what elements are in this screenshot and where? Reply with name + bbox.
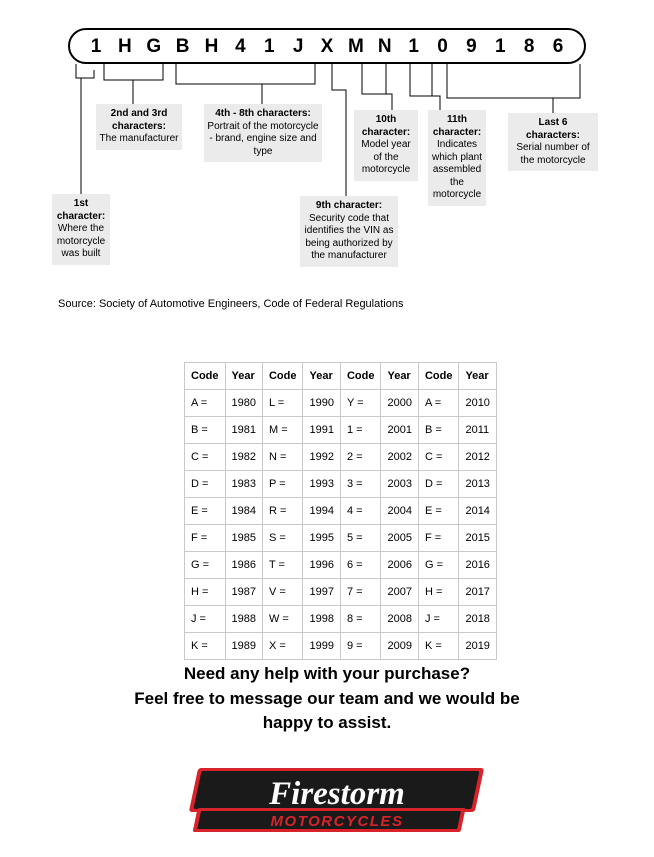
table-row — [185, 552, 497, 579]
logo-brand-text: Firestorm — [269, 776, 405, 812]
table-cell: B = — [185, 417, 226, 444]
table-cell: 1994 — [303, 498, 340, 525]
table-cell: 2007 — [381, 579, 418, 606]
callout-body: The manufacturer — [99, 133, 179, 144]
callout-4th-8th-characters — [204, 104, 322, 162]
table-cell: 2011 — [459, 417, 496, 444]
column-header: Year — [303, 363, 340, 390]
table-cell: 2005 — [381, 525, 418, 552]
firestorm-logo — [177, 764, 497, 842]
table-cell: 2016 — [459, 552, 496, 579]
table-row — [185, 606, 497, 633]
table-cell: 1987 — [225, 579, 262, 606]
column-header: Code — [418, 363, 459, 390]
vin-character: 1 — [90, 35, 102, 57]
table-cell: 2008 — [381, 606, 418, 633]
table-cell: G = — [418, 552, 459, 579]
help-line-2: Feel free to message our team and we would be — [134, 688, 520, 708]
vin-character: 1 — [263, 35, 275, 57]
year-code-table-container — [184, 362, 497, 660]
table-cell: V = — [262, 579, 303, 606]
table-cell: S = — [262, 525, 303, 552]
table-cell: K = — [418, 633, 459, 660]
table-cell: 1 = — [340, 417, 381, 444]
table-cell: C = — [418, 444, 459, 471]
table-cell: 1980 — [225, 390, 262, 417]
vin-character: 8 — [523, 35, 535, 57]
table-row — [185, 471, 497, 498]
table-cell: K = — [185, 633, 226, 660]
table-cell: 2002 — [381, 444, 418, 471]
callout-11th-character — [428, 110, 486, 206]
column-header: Code — [262, 363, 303, 390]
vin-character: 4 — [235, 35, 246, 57]
firestorm-logo-graphic — [177, 764, 497, 842]
vin-character: X — [320, 35, 334, 57]
table-cell: Y = — [340, 390, 381, 417]
table-cell: 2018 — [459, 606, 496, 633]
table-header-row — [185, 363, 497, 390]
table-cell: 2006 — [381, 552, 418, 579]
table-cell: 2 = — [340, 444, 381, 471]
table-cell: 1981 — [225, 417, 262, 444]
table-cell: 2001 — [381, 417, 418, 444]
vin-character: 6 — [552, 35, 564, 57]
callout-heading: Last 6 characters: — [526, 117, 580, 141]
table-cell: 5 = — [340, 525, 381, 552]
table-row — [185, 498, 497, 525]
table-cell: 2019 — [459, 633, 496, 660]
table-cell: G = — [185, 552, 226, 579]
source-note: Source: Society of Automotive Engineers, Code of Federal Regulations — [58, 298, 404, 310]
table-cell: 2000 — [381, 390, 418, 417]
callout-body: Where the motorcycle was built — [56, 223, 106, 259]
column-header: Code — [340, 363, 381, 390]
table-cell: 2012 — [459, 444, 496, 471]
table-cell: H = — [185, 579, 226, 606]
table-cell: A = — [418, 390, 459, 417]
column-header: Year — [459, 363, 496, 390]
table-cell: 1993 — [303, 471, 340, 498]
table-cell: H = — [418, 579, 459, 606]
vin-character: 9 — [466, 35, 477, 57]
table-cell: 1991 — [303, 417, 340, 444]
callout-body: Model year of the motorcycle — [361, 139, 411, 175]
callout-body: Security code that identifies the VIN as being authorized by the manufacturer — [304, 212, 394, 261]
column-header: Year — [225, 363, 262, 390]
table-cell: 2017 — [459, 579, 496, 606]
callout-heading: 4th - 8th characters: — [215, 108, 311, 119]
table-cell: F = — [185, 525, 226, 552]
vin-character: 1 — [408, 35, 419, 57]
callout-heading: 10th character: — [361, 114, 411, 138]
table-cell: 1985 — [225, 525, 262, 552]
table-cell: R = — [262, 498, 303, 525]
table-cell: 1982 — [225, 444, 262, 471]
table-cell: 1998 — [303, 606, 340, 633]
table-cell: N = — [262, 444, 303, 471]
table-cell: 2014 — [459, 498, 496, 525]
callout-2nd-3rd-characters — [96, 104, 182, 150]
help-line-1: Need any help with your purchase? — [183, 664, 471, 683]
callout-1st-character — [52, 194, 110, 265]
table-cell: P = — [262, 471, 303, 498]
table-cell: 8 = — [340, 606, 381, 633]
table-cell: A = — [185, 390, 226, 417]
table-cell: 2004 — [381, 498, 418, 525]
table-row — [185, 417, 497, 444]
table-cell: 2003 — [381, 471, 418, 498]
table-cell: 1988 — [225, 606, 262, 633]
vin-character: H — [118, 35, 132, 57]
table-cell: 1986 — [225, 552, 262, 579]
table-cell: 6 = — [340, 552, 381, 579]
year-code-table — [184, 362, 497, 660]
table-cell: D = — [418, 471, 459, 498]
table-cell: F = — [418, 525, 459, 552]
logo-subtitle-text: MOTORCYCLES — [270, 813, 404, 830]
table-cell: 2013 — [459, 471, 496, 498]
column-header: Year — [381, 363, 418, 390]
table-cell: X = — [262, 633, 303, 660]
callout-body: Indicates which plant assembled the motorcycle — [431, 139, 483, 200]
callout-heading: 2nd and 3rd characters: — [110, 108, 168, 132]
table-cell: 2010 — [459, 390, 496, 417]
table-cell: J = — [418, 606, 459, 633]
table-cell: T = — [262, 552, 303, 579]
table-row — [185, 633, 497, 660]
vin-bar-container — [68, 28, 586, 64]
callout-10th-character — [354, 110, 418, 181]
table-cell: E = — [185, 498, 226, 525]
callout-body: Portrait of the motorcycle - brand, engine size and type — [207, 120, 319, 157]
table-cell: 1997 — [303, 579, 340, 606]
table-row — [185, 444, 497, 471]
callout-9th-character — [300, 196, 398, 267]
vin-character: 0 — [437, 35, 448, 57]
table-cell: W = — [262, 606, 303, 633]
table-cell: 1990 — [303, 390, 340, 417]
table-cell: D = — [185, 471, 226, 498]
table-cell: 1999 — [303, 633, 340, 660]
table-cell: E = — [418, 498, 459, 525]
table-cell: C = — [185, 444, 226, 471]
table-cell: 4 = — [340, 498, 381, 525]
table-row — [185, 579, 497, 606]
table-cell: M = — [262, 417, 303, 444]
table-cell: 1996 — [303, 552, 340, 579]
table-cell: J = — [185, 606, 226, 633]
table-cell: L = — [262, 390, 303, 417]
vin-character: N — [377, 35, 392, 57]
vin-character: J — [292, 35, 304, 57]
vin-character: H — [204, 35, 219, 57]
table-row — [185, 525, 497, 552]
table-cell: 1989 — [225, 633, 262, 660]
callout-heading: 11th character: — [432, 114, 482, 138]
vin-bar — [68, 28, 586, 64]
table-cell: 3 = — [340, 471, 381, 498]
callout-body: Serial number of the motorcycle — [516, 142, 590, 166]
callout-last-6-characters — [508, 113, 598, 171]
table-cell: 1995 — [303, 525, 340, 552]
help-message — [0, 662, 654, 736]
table-cell: B = — [418, 417, 459, 444]
column-header: Code — [185, 363, 226, 390]
vin-character: M — [347, 35, 364, 57]
vin-character: G — [146, 35, 162, 57]
table-cell: 2009 — [381, 633, 418, 660]
table-cell: 2015 — [459, 525, 496, 552]
vin-character: B — [175, 35, 190, 57]
table-cell: 7 = — [340, 579, 381, 606]
table-row — [185, 390, 497, 417]
vin-character: 1 — [494, 35, 506, 57]
callout-heading: 9th character: — [315, 200, 383, 211]
table-cell: 9 = — [340, 633, 381, 660]
table-cell: 1983 — [225, 471, 262, 498]
help-line-3: happy to assist. — [262, 713, 392, 733]
callout-heading: 1st character: — [56, 198, 106, 222]
table-cell: 1992 — [303, 444, 340, 471]
table-cell: 1984 — [225, 498, 262, 525]
